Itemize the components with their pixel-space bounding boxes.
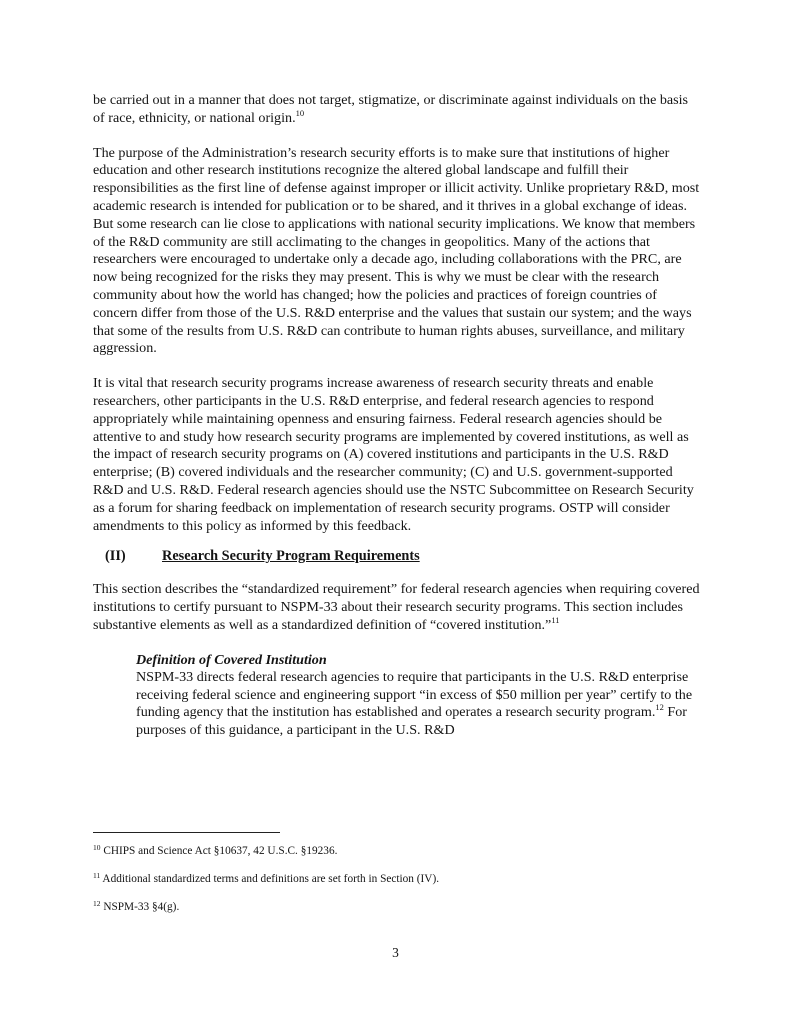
footnote-11 [93, 872, 703, 886]
footnote-divider [93, 832, 280, 833]
footnote-ref-11[interactable]: 11 [551, 614, 560, 625]
covered-institution-section [136, 651, 703, 740]
subheading: Definition of Covered Institution [136, 651, 327, 668]
paragraph-3: It is vital that research security programs increase awareness of research security threats and enable researchers, other participants in the U.S. R&D enterprise, and federal research agencies to respond appropriately while maintaining openness and ensuring fairness. Federal research agencies should be attentive to and study how research security programs are implemented by covered institutions, as well as the impact of research security programs on (A) covered institutions and participants in the U.S. R&D enterprise; (B) covered individuals and the researcher community; (C) and U.S. government-supported R&D and U.S. R&D. Federal research agencies should use the NSTC Subcommittee on Research Security as a forum for sharing feedback on implementation of research security programs. OSTP will consider amendments to this policy as informed by this feedback. [93, 375, 694, 534]
footnote-ref-12[interactable]: 12 [655, 702, 664, 713]
page-body [93, 92, 703, 740]
footnote-text: CHIPS and Science Act §10637, 42 U.S.C. §19236. [100, 845, 338, 857]
footnote-text: NSPM-33 §4(g). [100, 901, 180, 913]
section-title: Research Security Program Requirements [162, 548, 420, 565]
footnote-ref-10[interactable]: 10 [295, 107, 305, 118]
footnote-text: Additional standardized terms and definitions are set forth in Section (IV). [100, 873, 440, 885]
section-heading [105, 547, 703, 565]
footnote-num: 12 [93, 899, 101, 908]
page-number: 3 [392, 945, 399, 960]
paragraph-5 [136, 669, 703, 740]
paragraph-1 [93, 92, 703, 128]
footnote-num: 11 [93, 871, 101, 880]
section-number: (II) [105, 548, 126, 565]
footnote-12 [93, 900, 703, 914]
paragraph-5-tail: For purposes of this guidance, a participant in the U.S. R&D [136, 704, 687, 739]
paragraph-4-text: This section describes the “standardized requirement” for federal research agencies when requiring covered institutions to certify pursuant to NSPM-33 about their research security programs. This section includes substantive elements as well as a standardized definition of “covered institution.” [93, 581, 700, 633]
footnote-num: 10 [93, 843, 101, 852]
footnote-10 [93, 844, 703, 858]
paragraph-1-text: be carried out in a manner that does not target, stigmatize, or discriminate against individuals on the basis of race, ethnicity, or national origin. [93, 92, 689, 126]
footnotes [93, 832, 703, 928]
paragraph-5-text: NSPM-33 directs federal research agencies to require that participants in the U.S. R&D enterprise receiving federal science and engineering support “in excess of $50 million per year” certify to the funding agency that the institution has established and operates a research security program. [136, 668, 693, 721]
paragraph-4 [93, 581, 703, 634]
paragraph-2: The purpose of the Administration’s research security efforts is to make sure that institutions of higher education and other research institutions recognize the altered global landscape and fulfill their responsibilities as the first line of defense against improper or illicit activity. Unlike proprietary R&D, most academic research is intended for publication or to be shared, and it thrives in a global exchange of ideas. But some research can lie close to applications with national security implications. We know that members of the R&D community are still acclimating to the changes in geopolitics. Many of the actions that researchers were encouraged to undertake only a decade ago, including collaborations with the PRC, are now being recognized for the risks they may present. This is why we must be clear with the research community about how the world has changed; how the policies and practices of foreign countries of concern differ from those of the U.S. R&D enterprise and the values that sustain our system; and the ways that some of the results from U.S. R&D can contribute to human rights abuses, surveillance, and military aggression. [93, 144, 700, 357]
